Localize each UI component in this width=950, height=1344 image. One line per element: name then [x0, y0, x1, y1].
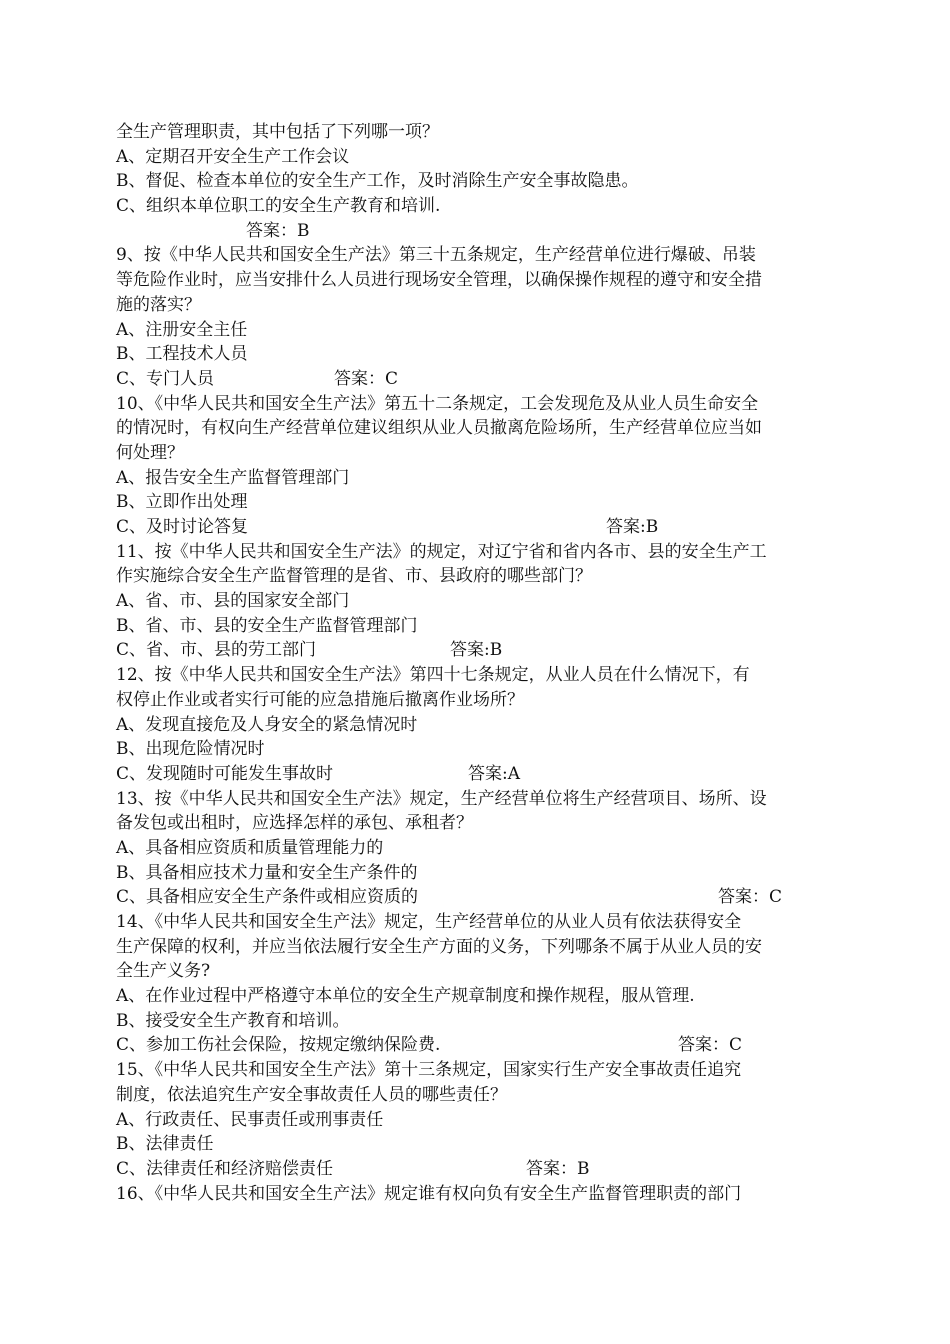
answer-label: 答案：C [718, 887, 783, 908]
answer-label: 答案:A [468, 763, 521, 784]
line-text: A、行政责任、民事责任或刑事责任 [116, 1109, 384, 1130]
line-text: C、及时讨论答复 [116, 517, 249, 537]
text-line [116, 441, 840, 466]
text-line [116, 293, 840, 318]
text-line [116, 1157, 840, 1182]
text-line [116, 1058, 840, 1083]
line-text: B、立即作出处理 [116, 492, 248, 513]
text-line [116, 638, 840, 663]
text-line [116, 515, 840, 540]
text-line [116, 861, 840, 886]
text-line [116, 787, 840, 812]
text-line [116, 811, 840, 836]
line-text: 13、按《中华人民共和国安全生产法》规定，生产经营单位将生产经营项目、场所、设 [116, 788, 767, 809]
text-line [116, 466, 840, 491]
answer-label: 答案：B [246, 220, 310, 241]
text-line [116, 490, 840, 515]
text-line [116, 367, 840, 392]
line-text: C、参加工伤社会保险，按规定缴纳保险费. [116, 1035, 441, 1056]
line-text: C、组织本单位职工的安全生产教育和培训. [116, 196, 441, 217]
text-line [116, 318, 840, 343]
text-line [116, 1083, 840, 1108]
line-text: A、发现直接危及人身安全的紧急情况时 [116, 714, 418, 735]
line-text: A、注册安全主任 [116, 319, 248, 340]
line-text: B、接受安全生产教育和培训。 [116, 1010, 350, 1031]
line-text: C、具备相应安全生产条件或相应资质的 [116, 887, 419, 908]
text-line [116, 836, 840, 861]
line-text: 何处理？ [116, 442, 184, 463]
line-text: 的情况时，有权向生产经营单位建议组织从业人员撤离危险场所，生产经营单位应当如 [116, 418, 762, 439]
text-line [116, 663, 840, 688]
text-line [116, 885, 840, 910]
line-text: A、省、市、县的国家安全部门 [116, 591, 350, 612]
text-line [116, 1132, 840, 1157]
line-text: 16、《中华人民共和国安全生产法》规定谁有权向负有安全生产监督管理职责的部门 [116, 1183, 742, 1204]
line-text: 制度，依法追究生产安全事故责任人员的哪些责任？ [116, 1084, 507, 1105]
text-line [116, 737, 840, 762]
text-line [116, 540, 840, 565]
answer-label: 答案：B [526, 1158, 590, 1179]
line-text: 生产保障的权利，并应当依法履行安全生产方面的义务，下列哪条不属于从业人员的安 [116, 936, 762, 957]
line-text: C、发现随时可能发生事故时 [116, 763, 334, 784]
text-line [116, 713, 840, 738]
line-text: 9、按《中华人民共和国安全生产法》第三十五条规定，生产经营单位进行爆破、吊装 [116, 245, 756, 266]
text-line [116, 416, 840, 441]
answer-label: 答案：C [334, 368, 399, 389]
text-line [116, 169, 840, 194]
line-text: 等危险作业时，应当安排什么人员进行现场安全管理，以确保操作规程的遵守和安全措 [116, 270, 762, 291]
text-line [116, 984, 840, 1009]
text-line [116, 935, 840, 960]
text-line [116, 589, 840, 614]
text-line [116, 145, 840, 170]
text-line [116, 194, 840, 219]
line-text: 作实施综合安全生产监督管理的是省、市、县政府的哪些部门？ [116, 566, 592, 587]
line-text: B、法律责任 [116, 1134, 214, 1155]
line-text: A、定期召开安全生产工作会议 [116, 146, 350, 167]
line-text: C、法律责任和经济赔偿责任 [116, 1158, 334, 1179]
line-text: C、专门人员 [116, 368, 215, 389]
text-line [116, 342, 840, 367]
line-text: 施的落实？ [116, 294, 201, 315]
line-text: B、督促、检查本单位的安全生产工作，及时消除生产安全事故隐患。 [116, 171, 639, 192]
answer-label: 答案：C [678, 1035, 743, 1056]
answer-label: 答案:B [606, 517, 659, 537]
answer-label: 答案:B [450, 640, 503, 661]
line-text: 11、按《中华人民共和国安全生产法》的规定，对辽宁省和省内各市、县的安全生产工 [116, 541, 767, 562]
line-text: C、省、市、县的劳工部门 [116, 640, 317, 661]
line-text: 权停止作业或者实行可能的应急措施后撤离作业场所？ [116, 689, 524, 710]
text-line [116, 614, 840, 639]
document-page [116, 120, 840, 1206]
line-text: 10、《中华人民共和国安全生产法》第五十二条规定，工会发现危及从业人员生命安全 [116, 393, 759, 414]
text-line [116, 910, 840, 935]
line-text: 备发包或出租时，应选择怎样的承包、承租者？ [116, 813, 473, 834]
text-line [116, 1033, 840, 1058]
line-text: 14、《中华人民共和国安全生产法》规定，生产经营单位的从业人员有依法获得安全 [116, 912, 742, 932]
text-line [116, 120, 840, 145]
text-line [116, 688, 840, 713]
line-text: A、具备相应资质和质量管理能力的 [116, 837, 384, 858]
text-line [116, 268, 840, 293]
text-line [116, 959, 840, 984]
line-text: 全生产管理职责，其中包括了下列哪一项？ [116, 122, 439, 142]
line-text: A、在作业过程中严格遵守本单位的安全生产规章制度和操作规程，服从管理. [116, 986, 695, 1007]
text-line [116, 392, 840, 417]
text-line [116, 219, 840, 244]
text-line [116, 1009, 840, 1034]
line-text: B、省、市、县的安全生产监督管理部门 [116, 615, 418, 636]
line-text: B、出现危险情况时 [116, 739, 265, 760]
text-line [116, 1108, 840, 1133]
line-text: B、具备相应技术力量和安全生产条件的 [116, 862, 418, 883]
line-text: B、工程技术人员 [116, 344, 248, 365]
text-line [116, 762, 840, 787]
line-text: 15、《中华人民共和国安全生产法》第十三条规定，国家实行生产安全事故责任追究 [116, 1060, 742, 1081]
line-text: 12、按《中华人民共和国安全生产法》第四十七条规定，从业人员在什么情况下，有 [116, 665, 750, 686]
text-line [116, 564, 840, 589]
line-text: 全生产义务? [116, 961, 211, 982]
text-line [116, 1182, 840, 1207]
line-text: A、报告安全生产监督管理部门 [116, 467, 350, 488]
text-line [116, 243, 840, 268]
